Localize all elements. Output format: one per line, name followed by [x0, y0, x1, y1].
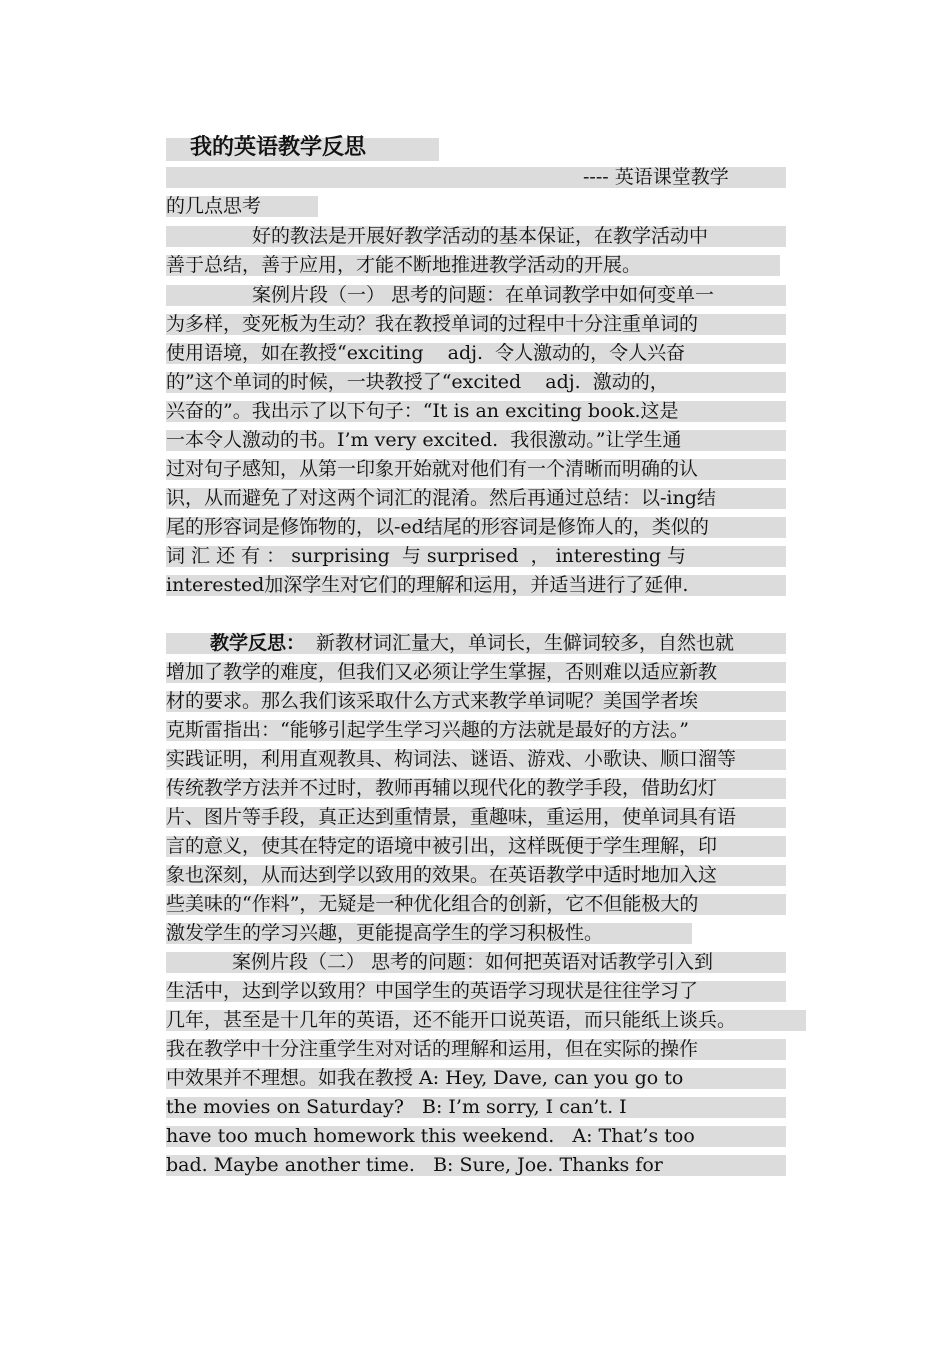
- case1-line: 兴奋的”。我出示了以下句子：“It is an exciting book.这是: [166, 400, 679, 422]
- case2-line: 几年，甚至是十几年的英语，还不能开口说英语，而只能纸上谈兵。: [166, 1009, 737, 1031]
- reflection-line: 片、图片等手段，真正达到重情景，重趣味，重运用，使单词具有语: [166, 806, 737, 828]
- document-title: 我的英语教学反思: [190, 134, 367, 160]
- case1-line: 过对句子感知，从第一印象开始就对他们有一个清晰而明确的认: [166, 458, 699, 480]
- case2-line: bad. Maybe another time. B: Sure, Joe. Thanks for: [166, 1154, 663, 1176]
- reflection-line: 些美味的“作料”，无疑是一种优化组合的创新，它不但能极大的: [166, 893, 699, 915]
- case2-line: 生活中，达到学以致用？中国学生的英语学习现状是往往学习了: [166, 980, 699, 1002]
- document-subtitle-line1: ---- 英语课堂教学: [583, 166, 729, 188]
- reflection-label: 教学反思：: [210, 632, 306, 654]
- case1-line: 识，从而避免了对这两个词汇的混淆。然后再通过总结：以-ing结: [166, 487, 716, 509]
- document-subtitle-line2: 的几点思考: [166, 195, 262, 217]
- reflection-line: 实践证明，利用直观教具、构词法、谜语、游戏、小歌诀、顺口溜等: [166, 748, 737, 770]
- intro-line: 好的教法是开展好教学活动的基本保证，在教学活动中: [252, 225, 709, 247]
- reflection-line: 克斯雷指出：“能够引起学生学习兴趣的方法就是最好的方法。”: [166, 719, 689, 741]
- case1-line: 词 汇 还 有 ： surprising 与 surprised ， interesting 与: [166, 545, 687, 567]
- case1-line: 使用语境，如在教授“exciting adj. 令人激动的，令人兴奋: [166, 342, 686, 364]
- reflection-line: 激发学生的学习兴趣，更能提高学生的学习积极性。: [166, 922, 604, 944]
- reflection-line: 新教材词汇量大，单词长，生僻词较多，自然也就: [316, 632, 735, 654]
- case1-line: 尾的形容词是修饰物的，以-ed结尾的形容词是修饰人的，类似的: [166, 516, 709, 538]
- reflection-line: 增加了教学的难度，但我们又必须让学生掌握，否则难以适应新教: [166, 661, 718, 683]
- reflection-line: 传统教学方法并不过时，教师再辅以现代化的教学手段，借助幻灯: [166, 777, 718, 799]
- case1-line: 为多样，变死板为生动？我在教授单词的过程中十分注重单词的: [166, 313, 699, 335]
- reflection-line: 象也深刻，从而达到学以致用的效果。在英语教学中适时地加入这: [166, 864, 718, 886]
- case1-line: 的”这个单词的时候，一块教授了“excited adj. 激动的，: [166, 371, 669, 393]
- case1-line: 一本令人激动的书。I’m very excited. 我很激动。”让学生通: [166, 429, 682, 451]
- case2-line: have too much homework this weekend. A: That’s too: [166, 1125, 695, 1147]
- reflection-line: 材的要求。那么我们该采取什么方式来教学单词呢？美国学者埃: [166, 690, 699, 712]
- case2-line: 我在教学中十分注重学生对对话的理解和运用，但在实际的操作: [166, 1038, 699, 1060]
- case2-line: 案例片段（二） 思考的问题：如何把英语对话教学引入到: [232, 951, 714, 973]
- case1-line: interested加深学生对它们的理解和运用，并适当进行了延伸.: [166, 574, 689, 596]
- case2-line: the movies on Saturday? B: I’m sorry, I can’t. I: [166, 1096, 627, 1118]
- case2-line: 中效果并不理想。如我在教授 A: Hey, Dave, can you go to: [166, 1067, 684, 1089]
- reflection-line: 言的意义，使其在特定的语境中被引出，这样既便于学生理解，印: [166, 835, 718, 857]
- case1-line: 案例片段（一） 思考的问题：在单词教学中如何变单一: [252, 284, 715, 306]
- intro-line: 善于总结，善于应用，才能不断地推进教学活动的开展。: [166, 254, 642, 276]
